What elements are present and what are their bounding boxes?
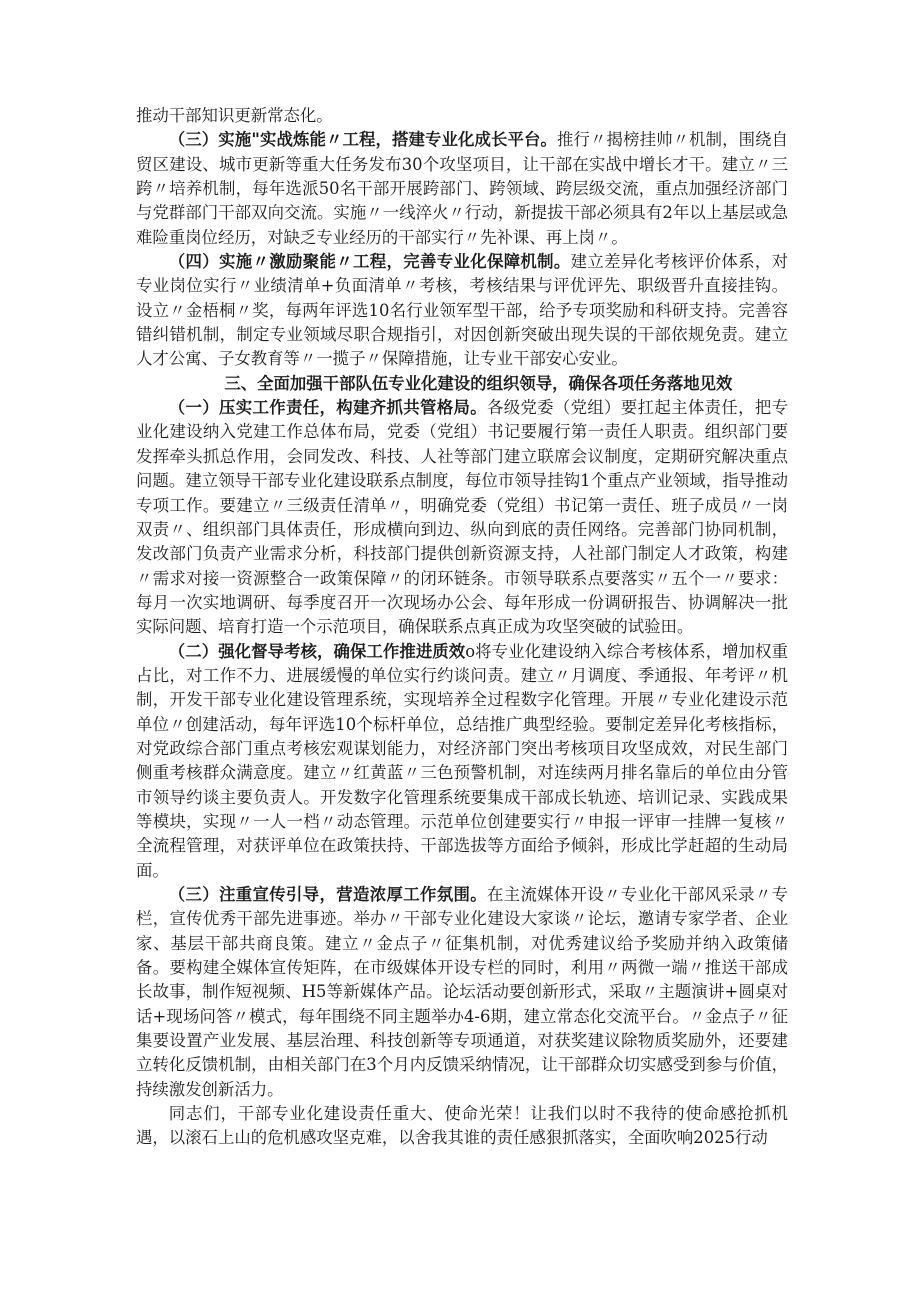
- paragraph-section3-item3: [136, 883, 788, 1102]
- paragraph-text: 在主流媒体开设〃专业化干部风采录〃专栏，宣传优秀干部先进事迹。举办〃干部专业化建设大家谈〃论坛，邀请专家学者、企业家、基层干部共商良策。建立〃金点子〃征集机制，对优秀建议给予奖励并纳入政策储备。要构建全媒体宣传矩阵，在市级媒体开设专栏的同时，利用〃两微一端〃推送干部成长故事，制作短视频、H5等新媒体产品。论坛活动要创新形式，采取〃主题演讲+圆桌对话+现场问答〃模式，每年围绕不同主题举办4-6期，建立常态化交流平台。〃金点子〃征集要设置产业发展、基层治理、科技创新等专项通道，对获奖建议除物质奖励外，还要建立转化反馈机制，由相关部门在3个月内反馈采纳情况，让干部群众切实感受到参与价值，持续激发创新活力。: [136, 885, 789, 1099]
- paragraph-section3-item2: [136, 640, 788, 883]
- paragraph-closing: [136, 1102, 788, 1151]
- paragraph-heading: （三）实施"实战炼能〃工程，搭建专业化成长平台。: [168, 130, 558, 150]
- paragraph-section3-item1: [136, 396, 788, 639]
- paragraph-text: 各级党委（党组）要扛起主体责任，把专业化建设纳入党建工作总体布局，党委（党组）书记要履行第一责任人职责。组织部门要发挥牵头抓总作用，会同发改、科技、人社等部门建立联席会议制度，定期研究解决重点问题。建立领导干部专业化建设联系点制度，每位市领导挂钩1个重点产业领域，指导推动专项工作。要建立〃三级责任清单〃，明确党委（党组）书记第一责任、班子成员〃一岗双责〃、组织部门具体责任，形成横向到边、纵向到底的责任网络。完善部门协同机制，发改部门负责产业需求分析，科技部门提供创新资源支持，人社部门制定人才政策，构建〃需求对接一资源整合一政策保障〃的闭环链条。市领导联系点要落实〃五个一〃要求：每月一次实地调研、每季度召开一次现场办公会、每年形成一份调研报告、协调解决一批实际问题、培育打造一个示范项目，确保联系点真正成为攻坚突破的试验田。: [136, 398, 789, 637]
- paragraph-text: 同志们，干部专业化建设责任重大、使命光荣！让我们以时不我待的使命感抢抓机遇，以滚石上山的危机感攻坚克难，以舍我其谁的责任感狠抓落实，全面吹响2025行动: [136, 1104, 788, 1148]
- paragraph-section2-item3: [136, 128, 788, 250]
- paragraph-section2-item4: [136, 250, 788, 372]
- paragraph-text: 建立差异化考核评价体系，对专业岗位实行〃业绩清单+负面清单〃考核，考核结果与评优评先、职级晋升直接挂钩。设立〃金梧桐〃奖，每两年评选10名行业领军型干部，给予专项奖励和科研支持。完善容错纠错机制，制定专业领域尽职合规指引，对因创新突破出现失误的干部依规免责。建立人才公寓、子女教育等〃一揽子〃保障措施，让专业干部安心安业。: [136, 252, 788, 369]
- document-page: [136, 104, 788, 1151]
- paragraph-text: o将专业化建设纳入综合考核体系，增加权重占比，对工作不力、进展缓慢的单位实行约谈问责。建立〃月调度、季通报、年考评〃机制，开发干部专业化建设管理系统，实现培养全过程数字化管理。开展〃专业化建设示范单位〃创建活动，每年评选10个标杆单位，总结推广典型经验。要制定差异化考核指标，对党政综合部门重点考核宏观谋划能力，对经济部门突出考核项目攻坚成效，对民生部门侧重考核群众满意度。建立〃红黄蓝〃三色预警机制，对连续两月排名靠后的单位由分管市领导约谈主要负责人。开发数字化管理系统要集成干部成长轨迹、培训记录、实践成果等模块，实现〃一人一档〃动态管理。示范单位创建要实行〃申报一评审一挂牌一复核〃全流程管理，对获评单位在政策扶持、干部选拔等方面给予倾斜，形成比学赶超的生动局面。: [136, 641, 788, 880]
- paragraph-heading: （三）注重宣传引导，营造浓厚工作氛围。: [168, 885, 487, 904]
- paragraph-text: 推动干部知识更新常态化。: [136, 106, 333, 125]
- paragraph-continuation: [136, 104, 788, 128]
- paragraph-text: 推行〃揭榜挂帅〃机制，围绕自贸区建设、城市更新等重大任务发布30个攻坚项目，让干部在实战中增长才干。建立〃三跨〃培养机制，每年选派50名干部开展跨部门、跨领域、跨层级交流，重点加强经济部门与党群部门干部双向交流。实施〃一线淬火〃行动，新提拔干部必须具有2年以上基层或急难险重岗位经历，对缺乏专业经历的干部实行〃先补课、再上岗〃。: [136, 130, 788, 247]
- section-heading: 三、全面加强干部队伍专业化建设的组织领导，确保各项任务落地见效: [224, 373, 733, 393]
- paragraph-heading: （二）强化督导考核，确保工作推进质效: [168, 641, 466, 661]
- paragraph-heading: （四）实施〃激励聚能〃工程，完善专业化保障机制。: [168, 252, 571, 272]
- paragraph-heading: （一）压实工作责任，构建齐抓共管格局。: [168, 398, 487, 418]
